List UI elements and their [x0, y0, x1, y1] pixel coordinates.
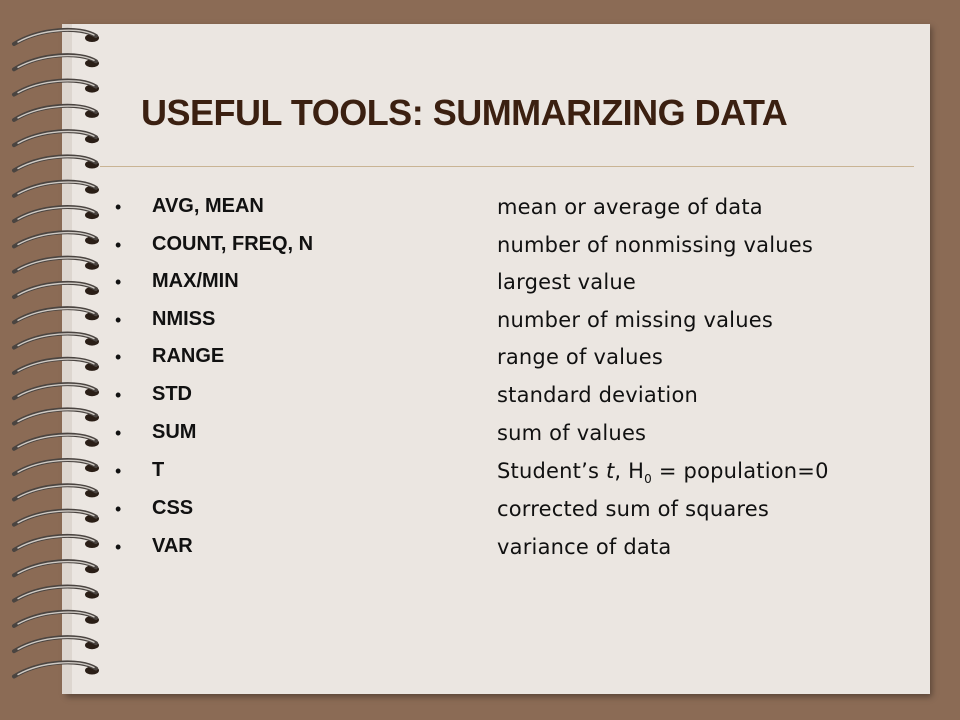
spiral-coil — [14, 156, 99, 170]
spiral-coil — [14, 232, 99, 246]
term-description: sum of values — [497, 421, 647, 445]
desc-prefix: Student’s — [497, 459, 606, 483]
spiral-coil — [14, 586, 99, 600]
spiral-coil — [14, 662, 99, 676]
spiral-coil — [14, 384, 99, 398]
term-label: RANGE — [152, 345, 225, 367]
desc-italic-t: t — [605, 459, 615, 483]
bullet: • — [115, 235, 122, 255]
spiral-coil — [14, 409, 99, 423]
term-description: range of values — [497, 345, 663, 369]
term-description: number of nonmissing values — [497, 233, 814, 257]
spiral-coil — [14, 207, 99, 221]
bullet: • — [115, 537, 122, 557]
desc-subscript: 0 — [644, 472, 652, 487]
term-label: AVG, MEAN — [152, 195, 264, 217]
term-label: T — [152, 459, 165, 481]
spiral-coil — [14, 131, 99, 145]
spiral-coil — [14, 536, 99, 550]
spiral-coil — [14, 258, 99, 272]
term-description: variance of data — [497, 535, 672, 559]
term-label: VAR — [152, 535, 193, 557]
spiral-coil — [14, 30, 99, 44]
term-description: largest value — [497, 270, 637, 294]
spiral-coil — [14, 435, 99, 449]
spiral-coil — [14, 333, 99, 347]
desc-suffix: = population=0 — [652, 459, 829, 483]
spiral-coil — [14, 182, 99, 196]
bullet: • — [115, 272, 122, 292]
term-label: COUNT, FREQ, N — [152, 233, 314, 255]
slide-title: USEFUL TOOLS: SUMMARIZING DATA — [141, 92, 788, 133]
bullet: • — [115, 385, 122, 405]
spiral-coil — [14, 80, 99, 94]
term-label: MAX/MIN — [152, 270, 239, 292]
spiral-coil — [14, 485, 99, 499]
spiral-coil — [14, 106, 99, 120]
term-description: standard deviation — [497, 383, 699, 407]
term-description: number of missing values — [497, 308, 773, 332]
spiral-binding — [0, 0, 120, 720]
term-label: NMISS — [152, 308, 216, 330]
desc-mid: , H — [614, 459, 645, 483]
spiral-coil — [14, 308, 99, 322]
term-description: mean or average of data — [497, 195, 763, 219]
title-divider — [100, 166, 914, 167]
spiral-coil — [14, 55, 99, 69]
term-description: corrected sum of squares — [497, 497, 770, 521]
spiral-coil — [14, 283, 99, 297]
spiral-coil — [14, 359, 99, 373]
term-label: CSS — [152, 497, 194, 519]
spiral-coil — [14, 460, 99, 474]
term-label: SUM — [152, 421, 197, 443]
spiral-coil — [14, 511, 99, 525]
spiral-coil — [14, 612, 99, 626]
term-description — [497, 459, 829, 486]
bullet: • — [115, 310, 122, 330]
spiral-coil — [14, 561, 99, 575]
bullet: • — [115, 347, 122, 367]
term-label: STD — [152, 383, 192, 405]
bullet: • — [115, 499, 122, 519]
bullet: • — [115, 423, 122, 443]
bullet: • — [115, 461, 122, 481]
spiral-coil — [14, 637, 99, 651]
bullet: • — [115, 197, 122, 217]
